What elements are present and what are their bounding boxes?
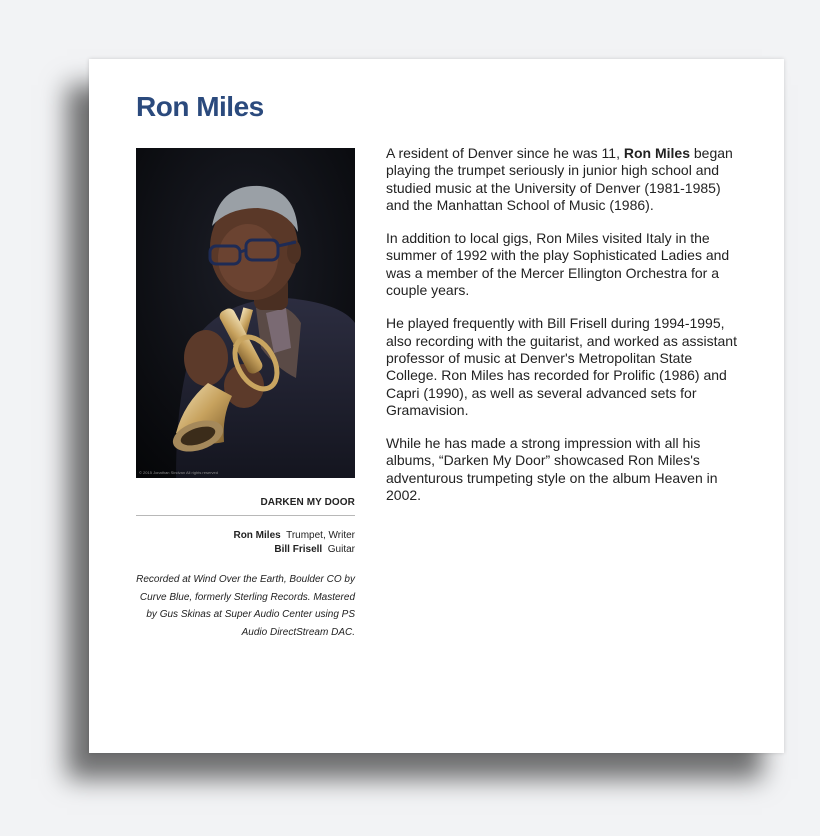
bio-text: began playing the trumpet seriously in junior high school and studied music at the University of Denver (1981-1985) and the Manhattan School of Music (1986). xyxy=(386,145,733,213)
credit-row xyxy=(136,529,355,543)
musician-role: Guitar xyxy=(327,544,355,555)
artist-name-highlight: Ron Miles xyxy=(623,145,690,161)
page-title: Ron Miles xyxy=(136,91,264,122)
bio-text: A resident of Denver since he was 11, xyxy=(386,145,624,161)
musician-name: Ron Miles xyxy=(233,530,281,541)
artist-photo xyxy=(136,148,355,478)
album-booklet-page xyxy=(89,59,784,753)
bio-paragraph: While he has made a strong impression with all his albums, “Darken My Door” showcased Ron Miles's adventurous trumpeting style on the album Heaven in 2002. xyxy=(386,435,718,504)
musician-name: Bill Frisell xyxy=(274,544,323,555)
recording-note: Recorded at Wind Over the Earth, Boulder CO by Curve Blue, formerly Sterling Records. Mastered by Gus Skinas at Super Audio Center using PS Audio DirectStream DAC. xyxy=(136,574,355,638)
trumpet-player-illustration xyxy=(136,148,355,478)
album-title: DARKEN MY DOOR xyxy=(136,497,355,516)
bio-paragraph xyxy=(386,145,740,214)
credit-row xyxy=(136,543,355,557)
photo-credit: © 2015 Jonathan Sindvan All rights reserved xyxy=(139,470,218,475)
personnel-credits xyxy=(136,529,355,557)
bio-paragraph: In addition to local gigs, Ron Miles visited Italy in the summer of 1992 with the play Sophisticated Ladies and was a member of the Mercer Ellington Orchestra for a couple years. xyxy=(386,230,730,299)
artist-biography xyxy=(386,145,740,520)
bio-paragraph: He played frequently with Bill Frisell during 1994-1995, also recording with the guitarist, and worked as assistant professor of music at Denver's Metropolitan State College. Ron Miles has recorded for Prolific (1986) and Capri (1990), as well as several advanced sets for Gramavision. xyxy=(386,315,737,418)
musician-role: Trumpet, Writer xyxy=(286,530,355,541)
